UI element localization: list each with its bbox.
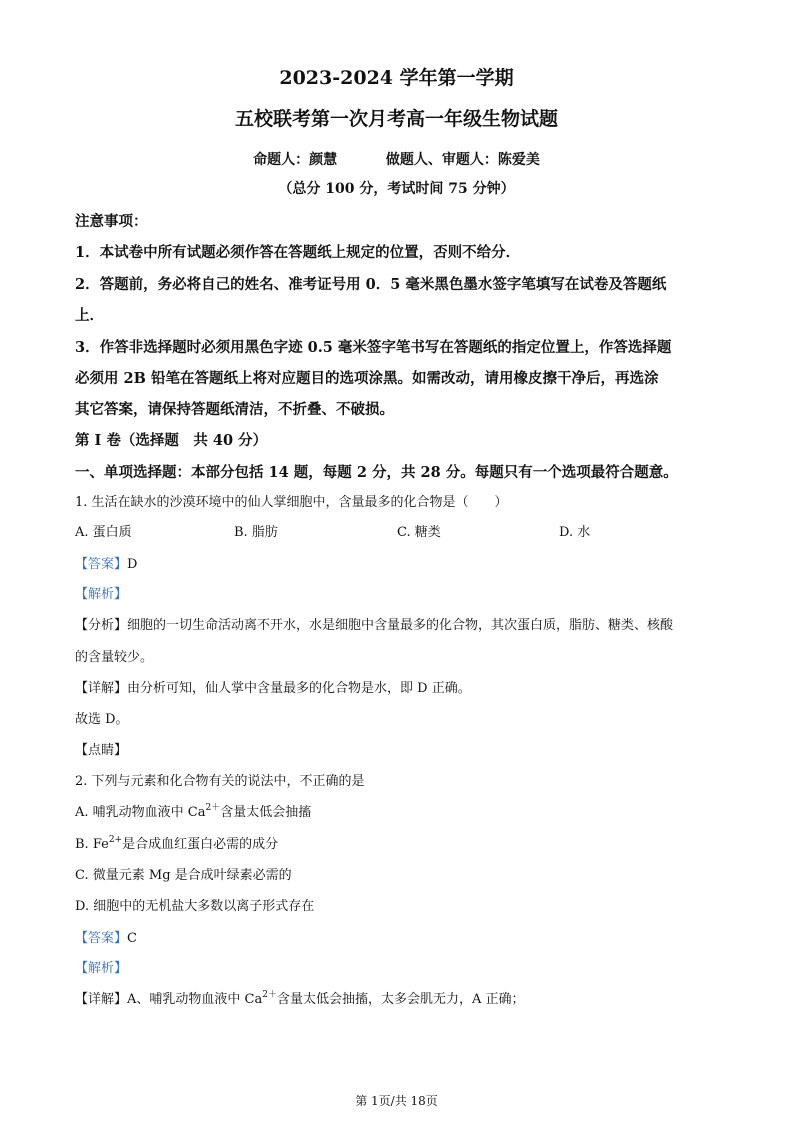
q1-option-a: A. 蛋白质	[75, 525, 132, 540]
q1-dianjing: 【点睛】	[75, 743, 128, 758]
q2-option-b-rest: 是合成血红蛋白必需的成分	[122, 837, 279, 852]
semester-title: 2023-2024 学年第一学期	[279, 67, 514, 89]
jiexi-tag: 【解析】	[75, 961, 128, 976]
q2-answer-line	[75, 930, 137, 948]
xiangjie-tag: 【详解】	[75, 681, 128, 696]
q1-fenxi-text: 细胞的一切生命活动离不开水，水是细胞中含量最多的化合物，其次蛋白质，脂肪、糖类、核酸	[127, 618, 674, 633]
q1-stem: 1. 生活在缺水的沙漠环境中的仙人掌细胞中，含量最多的化合物是（ ）	[75, 495, 508, 510]
q2-answer: C	[127, 931, 137, 946]
note-3-line-1: 3．作答非选择题时必须用黑色字迹 0.5 毫米签字笔书写在答题纸的指定位置上，作答选择题	[75, 339, 672, 356]
answer-tag: 【答案】	[75, 931, 128, 946]
q1-fenxi-line-2: 的含量较少。	[75, 650, 154, 665]
q2-option-c: C. 微量元素 Mg 是合成叶绿素必需的	[75, 868, 292, 883]
notes-title: 注意事项：	[75, 213, 148, 230]
q1-fenxi-line-1	[75, 617, 673, 635]
q2-stem: 2. 下列与元素和化合物有关的说法中，不正确的是	[75, 774, 365, 789]
jiexi-tag: 【解析】	[75, 587, 128, 602]
q2-xiangjie-line	[75, 991, 525, 1009]
answer-tag: 【答案】	[75, 557, 128, 572]
q1-answer: D	[127, 557, 138, 572]
q2-option-b-sup: 2+	[108, 835, 123, 845]
exam-info: （总分 100 分，考试时间 75 分钟）	[278, 181, 515, 197]
note-3-line-3: 其它答案，请保持答题纸清洁，不折叠、不破损。	[75, 401, 394, 418]
q1-conclusion: 故选 D。	[75, 712, 129, 727]
note-2-line-2: 上．	[75, 307, 104, 324]
exam-title: 五校联考第一次月考高一年级生物试题	[234, 108, 558, 130]
xiangjie-tag: 【详解】	[75, 992, 128, 1007]
page-number: 第 1页/共 18页	[355, 1094, 438, 1108]
q2-option-a	[75, 804, 311, 822]
authors-line: 命题人：颜慧 做题人、审题人：陈爱美	[253, 152, 540, 168]
q1-xiangjie-line	[75, 680, 471, 698]
q1-jiexi-line	[75, 586, 127, 604]
q2-xiangjie-sup: 2＋	[262, 990, 277, 1000]
part-heading: 第 I 卷（选择题 共 40 分）	[75, 432, 268, 449]
note-3-line-2: 必须用 2B 铅笔在答题纸上将对应题目的选项涂黑。如需改动，请用橡皮擦干净后，再选涂	[75, 370, 659, 387]
q2-option-a-rest: 含量太低会抽搐	[220, 805, 312, 820]
q1-option-d: D. 水	[559, 525, 591, 540]
note-1: 1．本试卷中所有试题必须作答在答题纸上规定的位置，否则不给分．	[75, 244, 521, 261]
q2-option-a-text: A. 哺乳动物血液中 Ca	[75, 805, 206, 820]
q2-option-b-text: B. Fe	[75, 837, 109, 852]
q2-xiangjie-text: A、哺乳动物血液中 Ca	[127, 992, 263, 1007]
q1-option-b: B. 脂肪	[234, 525, 278, 540]
q2-jiexi-line	[75, 960, 127, 978]
q2-option-a-sup: 2＋	[205, 803, 221, 813]
q2-option-b	[75, 836, 278, 854]
q1-option-c: C. 糖类	[397, 525, 441, 540]
fenxi-tag: 【分析】	[75, 618, 128, 633]
q2-option-d: D. 细胞中的无机盐大多数以离子形式存在	[75, 899, 315, 914]
note-2-line-1: 2．答题前，务必将自己的姓名、准考证号用 0．5 毫米黑色墨水签字笔填写在试卷及答题纸	[75, 276, 667, 293]
q1-answer-line	[75, 556, 137, 574]
q1-xiangjie-text: 由分析可知，仙人掌中含量最多的化合物是水，即 D 正确。	[127, 681, 471, 696]
q2-xiangjie-rest: 含量太低会抽搐，太多会肌无力，A 正确；	[276, 992, 525, 1007]
section-heading: 一、单项选择题：本部分包括 14 题，每题 2 分，共 28 分。每题只有一个选项最符合题意。	[75, 464, 678, 481]
